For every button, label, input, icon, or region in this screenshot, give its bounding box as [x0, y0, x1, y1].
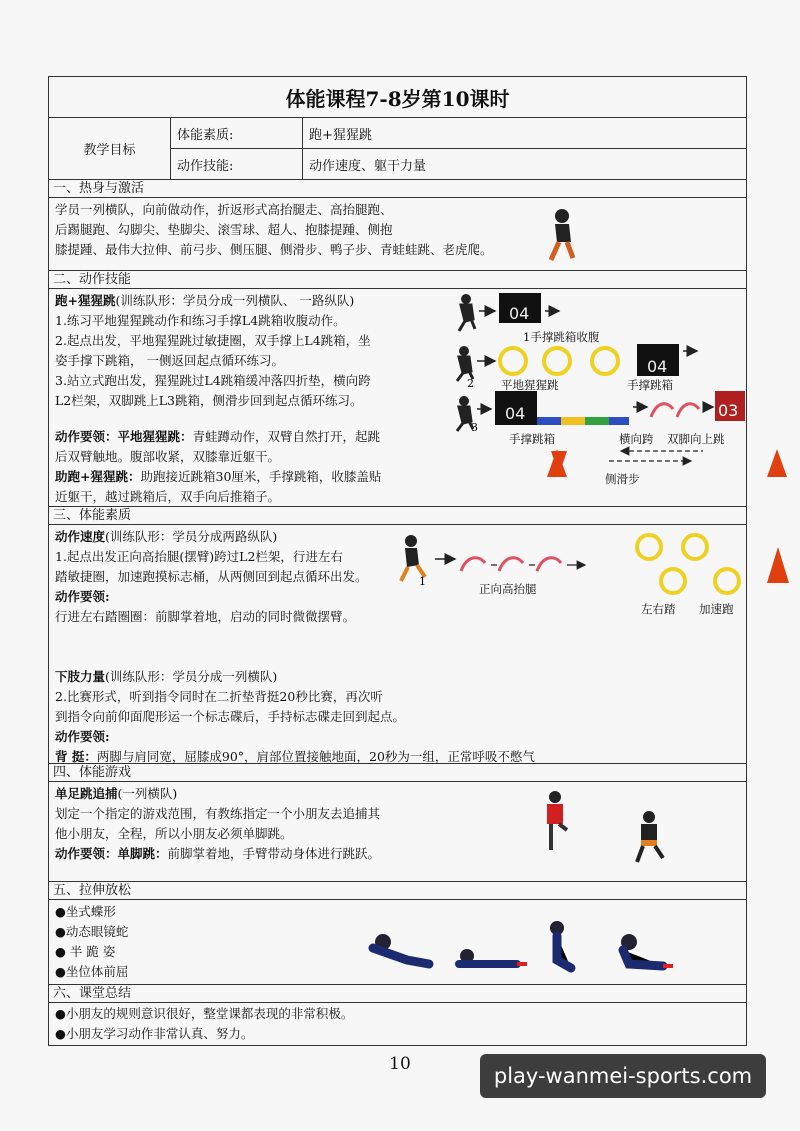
skill-run-text: 助跑接近跳箱30厘米，手撑跳箱，收膝盖贴 [140, 469, 382, 484]
section-skill-body [49, 289, 747, 507]
section-summary-head: 六、课堂总结 [49, 985, 747, 1003]
stretch-item-1: ●坐式蝶形 [55, 904, 116, 919]
skill-line-3: 2.起点出发，平地猩猩跳过敏捷圈，双手撑上L4跳箱，坐 [55, 333, 371, 348]
speed-diagram [395, 533, 745, 623]
back-text: 两脚与肩同宽，屈膝成90°，肩部位置接触地面，20秒为一组，正常呼吸不憋气 [96, 749, 535, 764]
speed-label-side-step: 左右踏 [641, 602, 676, 616]
skill-line-8: 后双臂触地。腹部收紧，双膝靠近躯干。 [55, 449, 281, 464]
stretch-item-3: ● 半 跪 姿 [55, 944, 116, 959]
section-game-body [49, 782, 747, 882]
section-skill-head: 二、动作技能 [49, 271, 747, 289]
skill-formation: (训练队形：学员分成一列横队、 一路纵队) [115, 293, 355, 308]
summary-item-1: ●小朋友的规则意识很好，整堂课都表现的非常积极。 [55, 1006, 354, 1021]
hurdle-c [537, 558, 561, 571]
game-line-2: 划定一个指定的游戏范围，有教练指定一个小朋友去追捕其 [55, 806, 381, 821]
warmup-line-2: 后踢腿跑、勾脚尖、垫脚尖、滚雪球、超人、抱膝提踵、侧抱 [55, 222, 393, 237]
goals-label: 教学目标 [49, 118, 171, 180]
game-topic: 单足跳追捕 [55, 786, 118, 801]
skill-run-label: 助跑+猩猩跳： [55, 469, 141, 484]
warmup-runner-figure [545, 208, 579, 264]
skill-line-4: 姿手撑下跳箱， 一侧返回起点循环练习。 [55, 353, 284, 368]
goal-name-1: 体能素质: [171, 118, 303, 149]
game-line-3: 他小朋友，全程，所以小朋友必须单脚跳。 [55, 826, 293, 841]
speed-cone [767, 545, 789, 585]
box-03-label: 03 [718, 401, 739, 420]
skill-key-text: 青蛙蹲动作，双臂自然打开，起跳 [192, 429, 381, 444]
fig-label-side-step: 侧滑步 [605, 472, 640, 486]
fig-label-row3-b: 横向跨 [619, 432, 654, 446]
lesson-table [48, 76, 747, 1046]
speed-key-text: 行进左右踏圈圈：前脚掌着地，启动的同时微微摆臂。 [55, 609, 356, 624]
section-summary-body [49, 1003, 747, 1046]
warmup-line-1: 学员一列横队，向前做动作，折返形式高抬腿走、高抬腿跑、 [55, 202, 393, 217]
mat-blue [537, 417, 561, 425]
speed-key-label: 动作要领: [55, 589, 110, 604]
goal-value-2: 动作速度、躯干力量 [303, 149, 747, 180]
page-title: 体能课程7-8岁第10课时 [49, 77, 747, 118]
skill-diagram [451, 289, 747, 506]
lesson-plan [48, 76, 746, 1046]
strength-key-label: 动作要领: [55, 729, 110, 744]
fig-label-row2-b: 手撑跳箱 [627, 378, 673, 392]
hurdle-a [461, 558, 485, 571]
speed-num: 1 [419, 575, 426, 588]
section-warmup-head: 一、热身与激活 [49, 180, 747, 198]
strength-formation: (训练队形：学员分成一列横队) [105, 669, 278, 684]
page-number: 10 [389, 1054, 411, 1074]
game-key-text: 前脚掌着地，手臂带动身体进行跳跃。 [167, 846, 381, 861]
watermark-badge: play-wanmei-sports.com [480, 1054, 766, 1098]
ring-2 [544, 348, 570, 374]
speed-label-high-knee: 正向高抬腿 [479, 582, 537, 596]
section-stretch-head: 五、拉伸放松 [49, 882, 747, 900]
row2-num: 2 [467, 377, 474, 390]
game-formation: (一列横队) [117, 786, 178, 801]
stretch-item-4: ●坐位体前屈 [55, 964, 129, 979]
section-warmup-body [49, 198, 747, 271]
section-fitness-head: 三、体能素质 [49, 507, 747, 525]
goal-value-1: 跑+猩猩跳 [303, 118, 747, 149]
speed-topic: 动作速度 [55, 529, 106, 544]
running-kid-figure [629, 810, 669, 866]
ring-d [715, 569, 739, 593]
mat-yellow [561, 417, 585, 425]
warmup-line-3: 膝提踵、最伟大拉伸、前弓步、侧压腿、侧滑步、鸭子步、青蛙蛙跳、老虎爬。 [55, 242, 493, 257]
ring-1 [500, 348, 526, 374]
strength-line-7: 2.比赛形式，听到指令同时在二折垫背挺20秒比赛，再次听 [55, 689, 383, 704]
speed-formation: (训练队形：学员分成两路纵队) [105, 529, 278, 544]
speed-line-3: 踏敏捷圈，加速跑摸标志桶，从两侧回到起点循环出发。 [55, 569, 368, 584]
hurdle-b [499, 558, 523, 571]
ring-c [661, 569, 685, 593]
fig-label-row3-c: 双脚向上跳 [667, 432, 725, 446]
speed-line-2: 1.起点出发正向高抬腿(摆臂)跨过L2栏架，行进左右 [55, 549, 343, 564]
ring-3 [592, 348, 618, 374]
cone-right-shape [767, 449, 787, 477]
kid-figure-1 [461, 294, 471, 304]
hurdle-2 [677, 404, 699, 417]
fig-label-row2-a: 平地猩猩跳 [501, 378, 559, 392]
section-stretch-body [49, 900, 747, 985]
strength-line-8: 到指令向前仰面爬形运一个标志碟后，手持标志碟走回到起点。 [55, 709, 406, 724]
section-fitness-body [49, 525, 747, 764]
hurdle-1 [651, 404, 673, 417]
fig-label-row1: 1手撑跳箱收腹 [523, 330, 600, 344]
back-label: 背 挺： [55, 749, 97, 764]
goal-name-2: 动作技能: [171, 149, 303, 180]
stretch-item-2: ●动态眼镜蛇 [55, 924, 129, 939]
section-game-head: 四、体能游戏 [49, 764, 747, 782]
game-key-label: 动作要领：单脚跳： [55, 846, 168, 861]
ring-a [637, 535, 661, 559]
stretch-poses-figure [367, 920, 677, 980]
fig-label-row3-a: 手撑跳箱 [509, 432, 555, 446]
skill-line-10: 近躯干，越过跳箱后，双手向后推箱子。 [55, 489, 281, 504]
box-04-c-label: 04 [505, 404, 526, 423]
skill-topic: 跑+猩猩跳 [55, 293, 116, 308]
ring-b [683, 535, 707, 559]
summary-item-2: ●小朋友学习动作非常认真、努力。 [55, 1026, 254, 1041]
hopping-kid-figure [539, 790, 573, 854]
mat-blue-2 [609, 417, 629, 425]
kid-figure-1-body [459, 305, 475, 331]
box-04-b-label: 04 [647, 357, 668, 376]
skill-line-5: 3.站立式跑出发，猩猩跳过L4跳箱缓冲落四折垫，横向跨 [55, 373, 371, 388]
row3-num: 3 [471, 421, 478, 434]
skill-line-6: L2栏架，双脚跳上L3跳箱，侧滑步回到起点循环练习。 [55, 393, 363, 408]
box-04-a-label: 04 [509, 304, 530, 323]
strength-topic: 下肢力量 [55, 669, 106, 684]
speed-label-sprint: 加速跑 [699, 602, 734, 616]
skill-line-2: 1.练习平地猩猩跳动作和练习手撑L4跳箱收腹动作。 [55, 313, 346, 328]
mat-green [585, 417, 609, 425]
skill-key-label: 动作要领：平地猩猩跳： [55, 429, 193, 444]
